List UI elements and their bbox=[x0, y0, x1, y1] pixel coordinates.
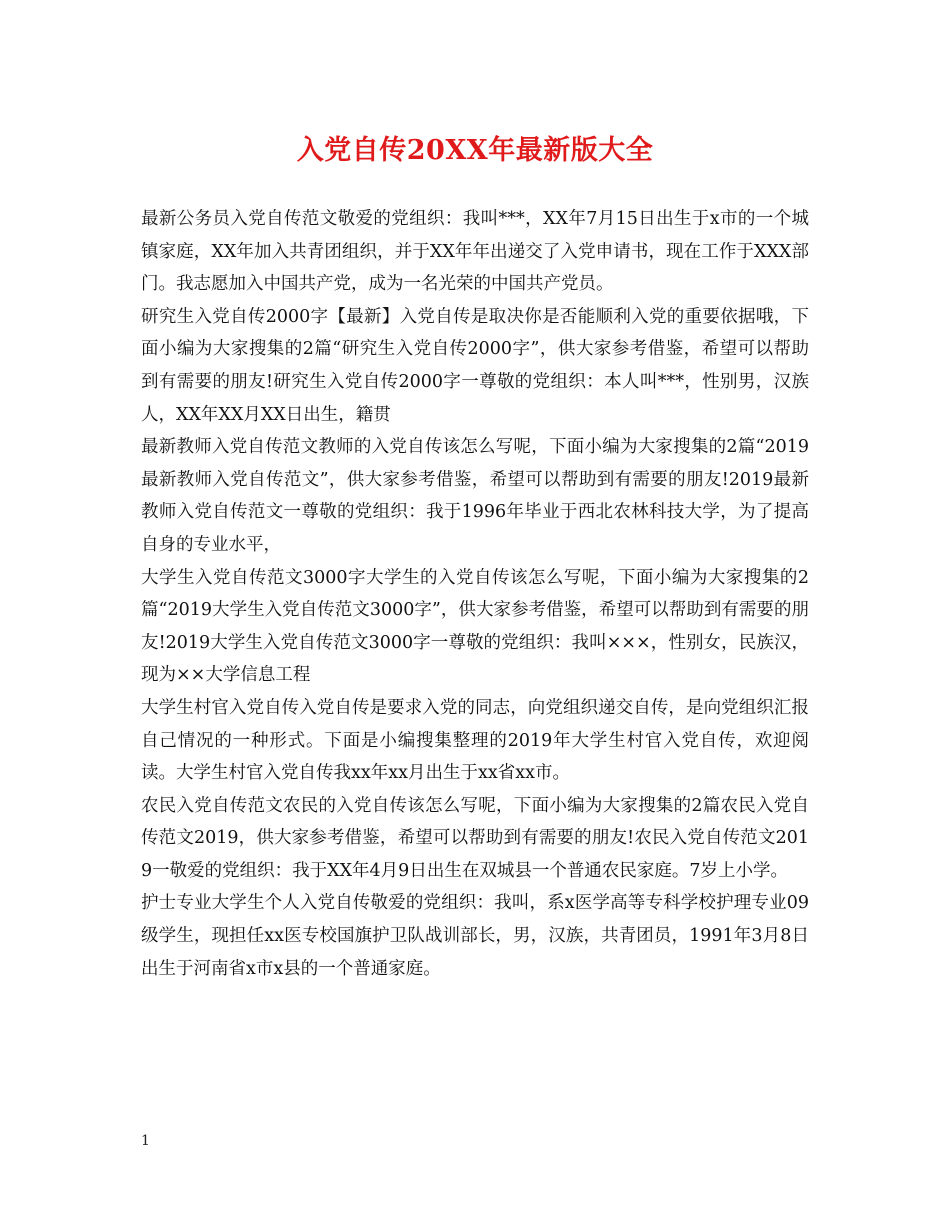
paragraph-village-official: 大学生村官入党自传入党自传是要求入党的同志，向党组织递交自传，是向党组织汇报自己情况的一种形式。下面是小编搜集整理的2019年大学生村官入党自传，欢迎阅读。大学生村官入党自传我xx年xx月出生于xx省xx市。 bbox=[141, 697, 809, 784]
paragraph-nursing-student: 护士专业大学生个人入党自传敬爱的党组织：我叫，系x医学高等专科学校护理专业09级学生，现担任xx医专校国旗护卫队战训部长，男，汉族，共青团员，1991年3月8日出生于河南省x市x县的一个普通家庭。 bbox=[141, 893, 809, 979]
paragraph-farmer: 农民入党自传范文农民的入党自传该怎么写呢，下面小编为大家搜集的2篇农民入党自传范文2019，供大家参考借鉴，希望可以帮助到有需要的朋友!农民入党自传范文2019一敬爱的党组织：我于XX年4月9日出生在双城县一个普通农民家庭。7岁上小学。 bbox=[141, 795, 809, 881]
paragraph-teacher: 最新教师入党自传范文教师的入党自传该怎么写呢，下面小编为大家搜集的2篇“2019最新教师入党自传范文”，供大家参考借鉴，希望可以帮助到有需要的朋友!2019最新教师入党自传范文一尊敬的党组织：我于1996年毕业于西北农林科技大学，为了提高自身的专业水平， bbox=[141, 437, 809, 555]
page-number: 1 bbox=[141, 1133, 150, 1149]
paragraph-graduate-student: 研究生入党自传2000字【最新】入党自传是取决你是否能顺利入党的重要依据哦，下面小编为大家搜集的2篇“研究生入党自传2000字”，供大家参考借鉴，希望可以帮助到有需要的朋友!研究生入党自传2000字一尊敬的党组织：本人叫***，性别男，汉族人，XX年XX月XX日出生，籍贯 bbox=[141, 306, 809, 425]
paragraph-college-student: 大学生入党自传范文3000字大学生的入党自传该怎么写呢，下面小编为大家搜集的2篇“2019大学生入党自传范文3000字”，供大家参考借鉴，希望可以帮助到有需要的朋友!2019大学生入党自传范文3000字一尊敬的党组织：我叫×××，性别女，民族汉，现为××大学信息工程 bbox=[141, 567, 809, 686]
paragraph-civil-servant: 最新公务员入党自传范文敬爱的党组织：我叫***，XX年7月15日出生于x市的一个城镇家庭，XX年加入共青团组织，并于XX年年出递交了入党申请书，现在工作于XXX部门。我志愿加入中国共产党，成为一名光荣的中国共产党员。 bbox=[141, 209, 809, 295]
document-title: 入党自传20XX年最新版大全 bbox=[296, 135, 654, 166]
document-body bbox=[141, 203, 809, 985]
